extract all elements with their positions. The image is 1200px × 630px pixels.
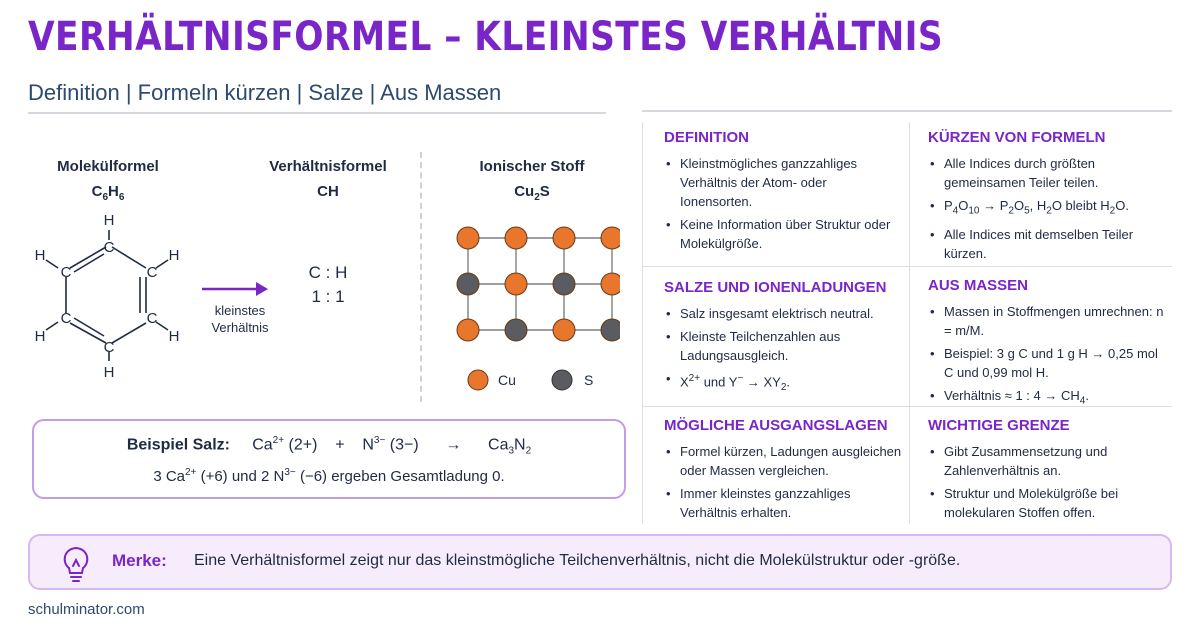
list-item: • Massen in Stoffmengen umrechnen: n = m/M. [928,302,1168,340]
panel-ausgangslagen [664,417,904,526]
lightbulb-icon [58,544,94,584]
page-title: VERHÄLTNISFORMEL – KLEINSTES VERHÄLTNIS [28,14,944,60]
panel-massen [928,277,1168,415]
list-item: • Keine Information über Struktur oder Molekülgröße. [664,215,900,253]
panel-title: KÜRZEN VON FORMELN [928,129,1106,146]
benzene-atom-h4: H [34,328,46,345]
merke-text: Eine Verhältnisformel zeigt nur das kleinstmögliche Teilchenverhältnis, nicht die Molekülstruktur oder -größe. [194,552,961,569]
lattice-cu-ion [505,227,527,249]
list-item: • Kleinstmögliches ganzzahliges Verhältnis der Atom- oder Ionensorten. [664,154,900,211]
lattice-s-ion [457,273,479,295]
ionic-compound-heading: Ionischer Stoff [479,158,585,175]
list-item: • Salz insgesamt elektrisch neutral. [664,304,904,323]
molecular-formula-heading: Molekülformel [57,158,159,175]
page-subtitle: Definition | Formeln kürzen | Salze | Aus Massen [28,80,502,105]
benzene-atom-h6: H [103,364,115,381]
lattice-cu-ion [457,227,479,249]
salt-example-box [32,419,626,499]
benzene-atom-h1: H [103,212,115,229]
grid-line [642,122,643,524]
panel-title: AUS MASSEN [928,277,1029,294]
lattice-cu-ion [457,319,479,341]
list-item: • Gibt Zusammensetzung und Zahlenverhältnis an. [928,442,1168,480]
panel-title: DEFINITION [664,129,749,146]
lattice-s-ion [553,273,575,295]
list-item: • $P_4O_{10} \to P_2O_5$, $H_2O$ bleibt $H_2O$. [928,196,1168,221]
lattice-cu-ion [601,227,620,249]
lattice-s-ion [601,319,620,341]
benzene-atom-c6: C [103,339,115,356]
lattice-s-ion [505,319,527,341]
merke-label: Merke: [112,551,167,570]
legend-s-label: S [584,372,594,388]
panel-salze [664,279,904,401]
salt-example-equation: Beispiel Salz: $Ca^{2+}$ (2+) + $N^{3-}$ (3−) → $Ca_3N_2$ [126,435,532,457]
list-item: • Kleinste Teilchenzahlen aus Ladungsausgleich. [664,327,904,365]
list-item: • Struktur und Molekülgröße bei molekularen Stoffen offen. [928,484,1168,522]
list-item: • $X^{2+}$ und $Y^- \to XY_2$. [664,369,904,397]
merke-box [28,534,1172,590]
lattice-cu-ion [601,273,620,295]
arrow-right-icon [200,278,272,300]
molecular-formula: $C_6H_6$ [91,183,125,203]
panel-title: SALZE UND IONENLADUNGEN [664,279,887,296]
arrow-label: kleinstes Verhältnis [211,303,269,335]
ratio-ch-line: C : H [308,263,348,282]
ratio-numbers-line: 1 : 1 [311,287,345,306]
panel-definition [664,129,900,257]
salt-example-charge-balance: 3 $Ca^{2+}$ (+6) und 2 $N^{3-}$ (−6) ergeben Gesamtladung 0. [153,467,505,485]
ionic-lattice [450,222,620,346]
list-item: • Alle Indices mit demselben Teiler kürzen. [928,225,1168,263]
benzene-atom-c5: C [146,310,158,327]
list-item: • Beispiel: 3 g C und 1 g H → 0,25 mol C und 0,99 mol H. [928,344,1168,382]
benzene-atom-c1: C [103,239,115,256]
legend-cu-swatch [466,368,490,392]
panel-title: MÖGLICHE AUSGANGSLAGEN [664,417,888,434]
lattice-cu-ion [505,273,527,295]
benzene-structure [20,205,200,385]
benzene-atom-c3: C [146,264,158,281]
panel-kuerzen [928,129,1168,267]
list-item: • Alle Indices durch größten gemeinsamen Teiler teilen. [928,154,1168,192]
legend-cu-label: Cu [498,372,516,388]
ionic-formula: $Cu_2S$ [514,183,550,203]
panel-title: WICHTIGE GRENZE [928,417,1070,434]
ratio-formula-heading: Verhältnisformel [269,158,387,175]
benzene-atom-c2: C [60,264,72,281]
panel-grenze [928,417,1168,526]
footer-site-name: schulminator.com [28,601,145,618]
diagram-separator [420,152,422,402]
ratio-formula: CH [317,183,339,200]
list-item: • Immer kleinstes ganzzahliges Verhältnis erhalten. [664,484,904,522]
benzene-atom-c4: C [60,310,72,327]
benzene-atom-h2: H [34,247,46,264]
list-item: • Verhältnis ≈ 1 : $4 \to CH_4$. [928,386,1168,411]
lattice-cu-ion [553,319,575,341]
divider-right [642,110,1172,112]
lattice-cu-ion [553,227,575,249]
benzene-atom-h3: H [168,247,180,264]
legend-s-swatch [550,368,574,392]
grid-line [909,122,910,524]
list-item: • Formel kürzen, Ladungen ausgleichen oder Massen vergleichen. [664,442,904,480]
benzene-atom-h5: H [168,328,180,345]
divider-left [28,112,606,114]
